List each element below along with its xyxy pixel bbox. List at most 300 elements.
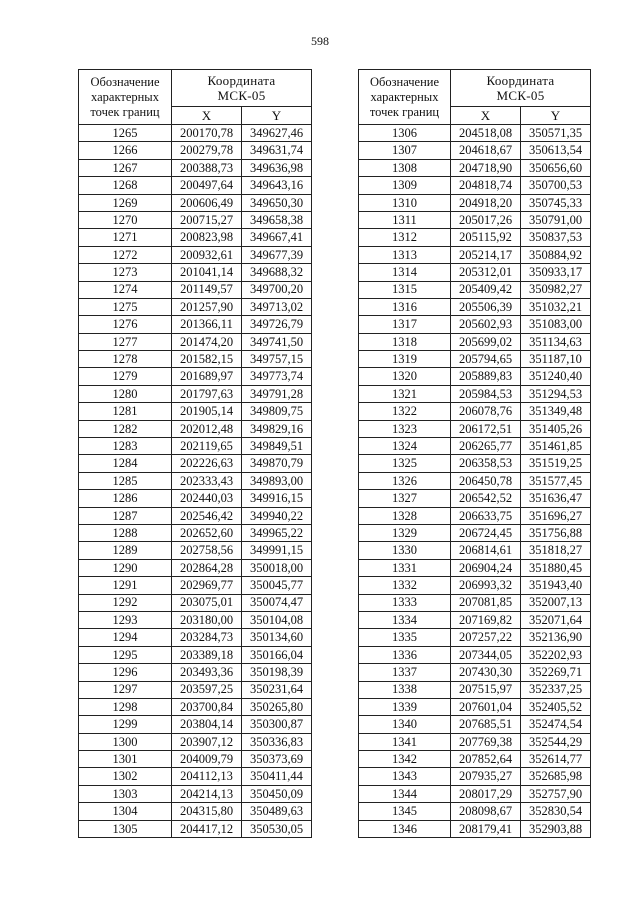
x-coordinate-cell: 205312,01 (451, 264, 521, 281)
y-coordinate-cell: 350300,87 (242, 716, 312, 733)
y-coordinate-cell: 349965,22 (242, 524, 312, 541)
x-coordinate-cell: 204417,12 (172, 820, 242, 837)
point-id-cell: 1274 (79, 281, 172, 298)
table-row (359, 264, 591, 281)
x-coordinate-cell: 203389,18 (172, 646, 242, 663)
y-coordinate-cell: 350837,53 (521, 229, 591, 246)
x-coordinate-cell: 206542,52 (451, 490, 521, 507)
table-row (79, 716, 312, 733)
y-coordinate-cell: 350982,27 (521, 281, 591, 298)
point-id-cell: 1299 (79, 716, 172, 733)
table-row (359, 681, 591, 698)
point-id-cell: 1334 (359, 611, 451, 628)
y-coordinate-cell: 352007,13 (521, 594, 591, 611)
x-coordinate-cell: 201582,15 (172, 351, 242, 368)
point-id-cell: 1338 (359, 681, 451, 698)
point-id-cell: 1281 (79, 403, 172, 420)
x-coordinate-cell: 208017,29 (451, 785, 521, 802)
point-id-cell: 1339 (359, 698, 451, 715)
table-row (79, 142, 312, 159)
y-column-header: Y (521, 107, 591, 125)
table-row (79, 385, 312, 402)
table-row (79, 664, 312, 681)
table-row (79, 768, 312, 785)
y-coordinate-cell: 351134,63 (521, 333, 591, 350)
x-coordinate-cell: 205984,53 (451, 385, 521, 402)
point-header-line: характерных (91, 89, 159, 104)
x-coordinate-cell: 202012,48 (172, 420, 242, 437)
table-row (79, 159, 312, 176)
point-id-cell: 1330 (359, 542, 451, 559)
table-row (359, 820, 591, 837)
y-coordinate-cell: 351294,53 (521, 385, 591, 402)
table-row (79, 577, 312, 594)
point-id-cell: 1324 (359, 438, 451, 455)
table-row (359, 125, 591, 142)
table-row (359, 524, 591, 541)
coordinate-header-line: Координата (486, 73, 555, 89)
table-row (79, 298, 312, 315)
table-row (79, 803, 312, 820)
table-row (359, 455, 591, 472)
y-coordinate-cell: 352685,98 (521, 768, 591, 785)
y-coordinate-cell: 351880,45 (521, 559, 591, 576)
y-coordinate-cell: 350933,17 (521, 264, 591, 281)
table-body-left (79, 125, 312, 838)
table-row (359, 142, 591, 159)
x-coordinate-cell: 204918,20 (451, 194, 521, 211)
coordinate-header-line: МСК-05 (496, 88, 545, 104)
y-coordinate-cell: 351943,40 (521, 577, 591, 594)
y-coordinate-cell: 349658,38 (242, 211, 312, 228)
y-coordinate-cell: 349849,51 (242, 438, 312, 455)
y-coordinate-cell: 351032,21 (521, 298, 591, 315)
y-coordinate-cell: 351461,85 (521, 438, 591, 455)
x-column-header: X (172, 107, 242, 125)
table-row (359, 559, 591, 576)
x-coordinate-cell: 205889,83 (451, 368, 521, 385)
point-id-cell: 1343 (359, 768, 451, 785)
x-coordinate-cell: 202333,43 (172, 472, 242, 489)
y-coordinate-cell: 351187,10 (521, 351, 591, 368)
point-id-cell: 1269 (79, 194, 172, 211)
x-coordinate-cell: 206078,76 (451, 403, 521, 420)
table-row (359, 507, 591, 524)
coordinates-table-right (358, 69, 591, 838)
x-coordinate-cell: 202864,28 (172, 559, 242, 576)
x-coordinate-cell: 204315,80 (172, 803, 242, 820)
y-coordinate-cell: 349627,46 (242, 125, 312, 142)
x-coordinate-cell: 204112,13 (172, 768, 242, 785)
table-row (359, 385, 591, 402)
point-id-cell: 1307 (359, 142, 451, 159)
point-id-cell: 1266 (79, 142, 172, 159)
x-coordinate-cell: 206814,61 (451, 542, 521, 559)
x-coordinate-cell: 206724,45 (451, 524, 521, 541)
y-coordinate-cell: 351083,00 (521, 316, 591, 333)
table-row (359, 490, 591, 507)
point-id-cell: 1283 (79, 438, 172, 455)
x-coordinate-cell: 206172,51 (451, 420, 521, 437)
point-id-cell: 1318 (359, 333, 451, 350)
y-coordinate-cell: 351636,47 (521, 490, 591, 507)
coordinate-header-line: Координата (207, 73, 276, 89)
y-coordinate-cell: 352071,64 (521, 611, 591, 628)
table-row (359, 785, 591, 802)
y-coordinate-cell: 350489,63 (242, 803, 312, 820)
coordinate-header-line: МСК-05 (217, 88, 266, 104)
table-row (359, 751, 591, 768)
y-column-header: Y (242, 107, 312, 125)
point-id-cell: 1272 (79, 246, 172, 263)
x-coordinate-cell: 207769,38 (451, 733, 521, 750)
point-id-cell: 1265 (79, 125, 172, 142)
y-coordinate-cell: 349631,74 (242, 142, 312, 159)
point-id-cell: 1332 (359, 577, 451, 594)
x-coordinate-cell: 204518,08 (451, 125, 521, 142)
table-row (79, 490, 312, 507)
table-row (359, 716, 591, 733)
page-number: 598 (311, 34, 329, 48)
table-row (79, 698, 312, 715)
point-id-cell: 1267 (79, 159, 172, 176)
y-coordinate-cell: 352757,90 (521, 785, 591, 802)
table-row (359, 316, 591, 333)
x-coordinate-cell: 203075,01 (172, 594, 242, 611)
x-coordinate-cell: 202440,03 (172, 490, 242, 507)
point-id-cell: 1288 (79, 524, 172, 541)
point-id-cell: 1329 (359, 524, 451, 541)
table-row (79, 611, 312, 628)
point-id-cell: 1292 (79, 594, 172, 611)
point-id-cell: 1346 (359, 820, 451, 837)
y-coordinate-cell: 351696,27 (521, 507, 591, 524)
point-id-cell: 1271 (79, 229, 172, 246)
x-coordinate-cell: 203700,84 (172, 698, 242, 715)
table-row (359, 159, 591, 176)
point-id-cell: 1301 (79, 751, 172, 768)
point-id-cell: 1312 (359, 229, 451, 246)
point-id-cell: 1290 (79, 559, 172, 576)
x-coordinate-cell: 208179,41 (451, 820, 521, 837)
x-coordinate-cell: 201366,11 (172, 316, 242, 333)
x-coordinate-cell: 204214,13 (172, 785, 242, 802)
point-id-cell: 1310 (359, 194, 451, 211)
x-coordinate-cell: 207935,27 (451, 768, 521, 785)
point-id-cell: 1287 (79, 507, 172, 524)
table-row (79, 264, 312, 281)
x-coordinate-cell: 207430,30 (451, 664, 521, 681)
x-coordinate-cell: 202546,42 (172, 507, 242, 524)
point-id-cell: 1279 (79, 368, 172, 385)
point-id-cell: 1309 (359, 177, 451, 194)
table-row (359, 577, 591, 594)
table-row (79, 733, 312, 750)
point-id-cell: 1333 (359, 594, 451, 611)
x-coordinate-cell: 201905,14 (172, 403, 242, 420)
point-id-cell: 1331 (359, 559, 451, 576)
point-id-cell: 1328 (359, 507, 451, 524)
point-id-cell: 1321 (359, 385, 451, 402)
point-id-cell: 1305 (79, 820, 172, 837)
y-coordinate-cell: 350373,69 (242, 751, 312, 768)
y-coordinate-cell: 349700,20 (242, 281, 312, 298)
x-coordinate-cell: 200497,64 (172, 177, 242, 194)
point-id-cell: 1297 (79, 681, 172, 698)
y-coordinate-cell: 349688,32 (242, 264, 312, 281)
y-coordinate-cell: 349636,98 (242, 159, 312, 176)
table-row (359, 420, 591, 437)
point-id-cell: 1314 (359, 264, 451, 281)
point-header-line: характерных (370, 89, 439, 104)
table-row (79, 542, 312, 559)
x-coordinate-cell: 200715,27 (172, 211, 242, 228)
point-column-header (359, 70, 451, 125)
point-id-cell: 1280 (79, 385, 172, 402)
x-coordinate-cell: 205794,65 (451, 351, 521, 368)
point-id-cell: 1277 (79, 333, 172, 350)
y-coordinate-cell: 351756,88 (521, 524, 591, 541)
table-row (359, 194, 591, 211)
table-row (359, 298, 591, 315)
x-coordinate-cell: 204818,74 (451, 177, 521, 194)
x-coordinate-cell: 203907,12 (172, 733, 242, 750)
table-row (359, 542, 591, 559)
x-coordinate-cell: 206904,24 (451, 559, 521, 576)
table-row (79, 316, 312, 333)
point-id-cell: 1304 (79, 803, 172, 820)
y-coordinate-cell: 349829,16 (242, 420, 312, 437)
y-coordinate-cell: 350613,54 (521, 142, 591, 159)
table-row (359, 438, 591, 455)
point-id-cell: 1341 (359, 733, 451, 750)
table-row (79, 246, 312, 263)
x-coordinate-cell: 201689,97 (172, 368, 242, 385)
point-id-cell: 1275 (79, 298, 172, 315)
point-header-line: точек границ (369, 104, 440, 119)
x-coordinate-cell: 207169,82 (451, 611, 521, 628)
y-coordinate-cell: 350791,00 (521, 211, 591, 228)
y-coordinate-cell: 350700,53 (521, 177, 591, 194)
x-coordinate-cell: 207257,22 (451, 629, 521, 646)
y-coordinate-cell: 350198,39 (242, 664, 312, 681)
y-coordinate-cell: 349713,02 (242, 298, 312, 315)
table-row (79, 125, 312, 142)
x-coordinate-cell: 202758,56 (172, 542, 242, 559)
point-id-cell: 1336 (359, 646, 451, 663)
point-id-cell: 1315 (359, 281, 451, 298)
y-coordinate-cell: 351349,48 (521, 403, 591, 420)
x-coordinate-cell: 206993,32 (451, 577, 521, 594)
table-body-right (359, 125, 591, 838)
x-coordinate-cell: 206450,78 (451, 472, 521, 489)
table-row (359, 333, 591, 350)
y-coordinate-cell: 352337,25 (521, 681, 591, 698)
x-coordinate-cell: 200279,78 (172, 142, 242, 159)
point-id-cell: 1285 (79, 472, 172, 489)
table-row (359, 368, 591, 385)
table-row (79, 559, 312, 576)
coordinates-table-left (78, 69, 312, 838)
point-id-cell: 1319 (359, 351, 451, 368)
point-id-cell: 1322 (359, 403, 451, 420)
x-coordinate-cell: 205602,93 (451, 316, 521, 333)
table-row (79, 681, 312, 698)
point-id-cell: 1291 (79, 577, 172, 594)
point-id-cell: 1337 (359, 664, 451, 681)
y-coordinate-cell: 349893,00 (242, 472, 312, 489)
table-row (79, 751, 312, 768)
x-coordinate-cell: 203180,00 (172, 611, 242, 628)
y-coordinate-cell: 349773,74 (242, 368, 312, 385)
table-row (79, 785, 312, 802)
point-id-cell: 1289 (79, 542, 172, 559)
y-coordinate-cell: 349741,50 (242, 333, 312, 350)
x-coordinate-cell: 208098,67 (451, 803, 521, 820)
point-id-cell: 1335 (359, 629, 451, 646)
table-row (79, 420, 312, 437)
point-header-line: Обозначение (90, 74, 160, 89)
table-row (359, 768, 591, 785)
point-id-cell: 1294 (79, 629, 172, 646)
table-row (79, 594, 312, 611)
x-coordinate-cell: 205409,42 (451, 281, 521, 298)
table-row (359, 733, 591, 750)
point-id-cell: 1276 (79, 316, 172, 333)
y-coordinate-cell: 352830,54 (521, 803, 591, 820)
x-coordinate-cell: 205506,39 (451, 298, 521, 315)
x-coordinate-cell: 202226,63 (172, 455, 242, 472)
table-row (79, 211, 312, 228)
x-coordinate-cell: 207601,04 (451, 698, 521, 715)
y-coordinate-cell: 352269,71 (521, 664, 591, 681)
table-row (79, 177, 312, 194)
coordinate-column-header (172, 70, 312, 107)
point-id-cell: 1344 (359, 785, 451, 802)
y-coordinate-cell: 351240,40 (521, 368, 591, 385)
table-row (359, 698, 591, 715)
y-coordinate-cell: 350074,47 (242, 594, 312, 611)
x-coordinate-cell: 204618,67 (451, 142, 521, 159)
point-id-cell: 1282 (79, 420, 172, 437)
x-coordinate-cell: 201474,20 (172, 333, 242, 350)
table-row (79, 646, 312, 663)
point-id-cell: 1326 (359, 472, 451, 489)
point-id-cell: 1311 (359, 211, 451, 228)
x-coordinate-cell: 205699,02 (451, 333, 521, 350)
point-id-cell: 1325 (359, 455, 451, 472)
point-id-cell: 1320 (359, 368, 451, 385)
x-coordinate-cell: 200932,61 (172, 246, 242, 263)
x-coordinate-cell: 202119,65 (172, 438, 242, 455)
x-coordinate-cell: 200823,98 (172, 229, 242, 246)
x-coordinate-cell: 204009,79 (172, 751, 242, 768)
y-coordinate-cell: 349870,79 (242, 455, 312, 472)
x-coordinate-cell: 207852,64 (451, 751, 521, 768)
table-row (79, 351, 312, 368)
point-id-cell: 1286 (79, 490, 172, 507)
y-coordinate-cell: 351405,26 (521, 420, 591, 437)
point-id-cell: 1323 (359, 420, 451, 437)
table-row (359, 177, 591, 194)
y-coordinate-cell: 350104,08 (242, 611, 312, 628)
x-coordinate-cell: 200606,49 (172, 194, 242, 211)
y-coordinate-cell: 352614,77 (521, 751, 591, 768)
table-row (359, 594, 591, 611)
table-row (359, 281, 591, 298)
point-id-cell: 1296 (79, 664, 172, 681)
point-id-cell: 1295 (79, 646, 172, 663)
point-id-cell: 1327 (359, 490, 451, 507)
x-coordinate-cell: 201149,57 (172, 281, 242, 298)
y-coordinate-cell: 351577,45 (521, 472, 591, 489)
point-id-cell: 1268 (79, 177, 172, 194)
point-id-cell: 1273 (79, 264, 172, 281)
y-coordinate-cell: 352474,54 (521, 716, 591, 733)
x-coordinate-cell: 200388,73 (172, 159, 242, 176)
table-row (79, 403, 312, 420)
y-coordinate-cell: 351519,25 (521, 455, 591, 472)
x-coordinate-cell: 200170,78 (172, 125, 242, 142)
y-coordinate-cell: 349916,15 (242, 490, 312, 507)
y-coordinate-cell: 350018,00 (242, 559, 312, 576)
x-coordinate-cell: 205214,17 (451, 246, 521, 263)
x-coordinate-cell: 202652,60 (172, 524, 242, 541)
table-row (79, 281, 312, 298)
y-coordinate-cell: 350336,83 (242, 733, 312, 750)
y-coordinate-cell: 350530,05 (242, 820, 312, 837)
y-coordinate-cell: 349726,79 (242, 316, 312, 333)
table-row (79, 507, 312, 524)
x-coordinate-cell: 206358,53 (451, 455, 521, 472)
x-coordinate-cell: 206265,77 (451, 438, 521, 455)
point-id-cell: 1345 (359, 803, 451, 820)
point-id-cell: 1284 (79, 455, 172, 472)
x-coordinate-cell: 207685,51 (451, 716, 521, 733)
table-row (79, 820, 312, 837)
point-id-cell: 1317 (359, 316, 451, 333)
table-row (359, 211, 591, 228)
table-row (79, 194, 312, 211)
point-id-cell: 1300 (79, 733, 172, 750)
x-coordinate-cell: 201041,14 (172, 264, 242, 281)
y-coordinate-cell: 350571,35 (521, 125, 591, 142)
point-id-cell: 1316 (359, 298, 451, 315)
x-coordinate-cell: 203284,73 (172, 629, 242, 646)
y-coordinate-cell: 349757,15 (242, 351, 312, 368)
point-id-cell: 1298 (79, 698, 172, 715)
x-coordinate-cell: 205115,92 (451, 229, 521, 246)
y-coordinate-cell: 350656,60 (521, 159, 591, 176)
y-coordinate-cell: 349809,75 (242, 403, 312, 420)
x-coordinate-cell: 201257,90 (172, 298, 242, 315)
x-coordinate-cell: 203493,36 (172, 664, 242, 681)
y-coordinate-cell: 349667,41 (242, 229, 312, 246)
point-id-cell: 1270 (79, 211, 172, 228)
table-row (79, 524, 312, 541)
table-row (359, 229, 591, 246)
y-coordinate-cell: 350884,92 (521, 246, 591, 263)
table-row (79, 438, 312, 455)
y-coordinate-cell: 349643,16 (242, 177, 312, 194)
x-coordinate-cell: 203597,25 (172, 681, 242, 698)
x-coordinate-cell: 207081,85 (451, 594, 521, 611)
y-coordinate-cell: 351818,27 (521, 542, 591, 559)
y-coordinate-cell: 352405,52 (521, 698, 591, 715)
y-coordinate-cell: 349650,30 (242, 194, 312, 211)
table-row (79, 229, 312, 246)
x-coordinate-cell: 207344,05 (451, 646, 521, 663)
